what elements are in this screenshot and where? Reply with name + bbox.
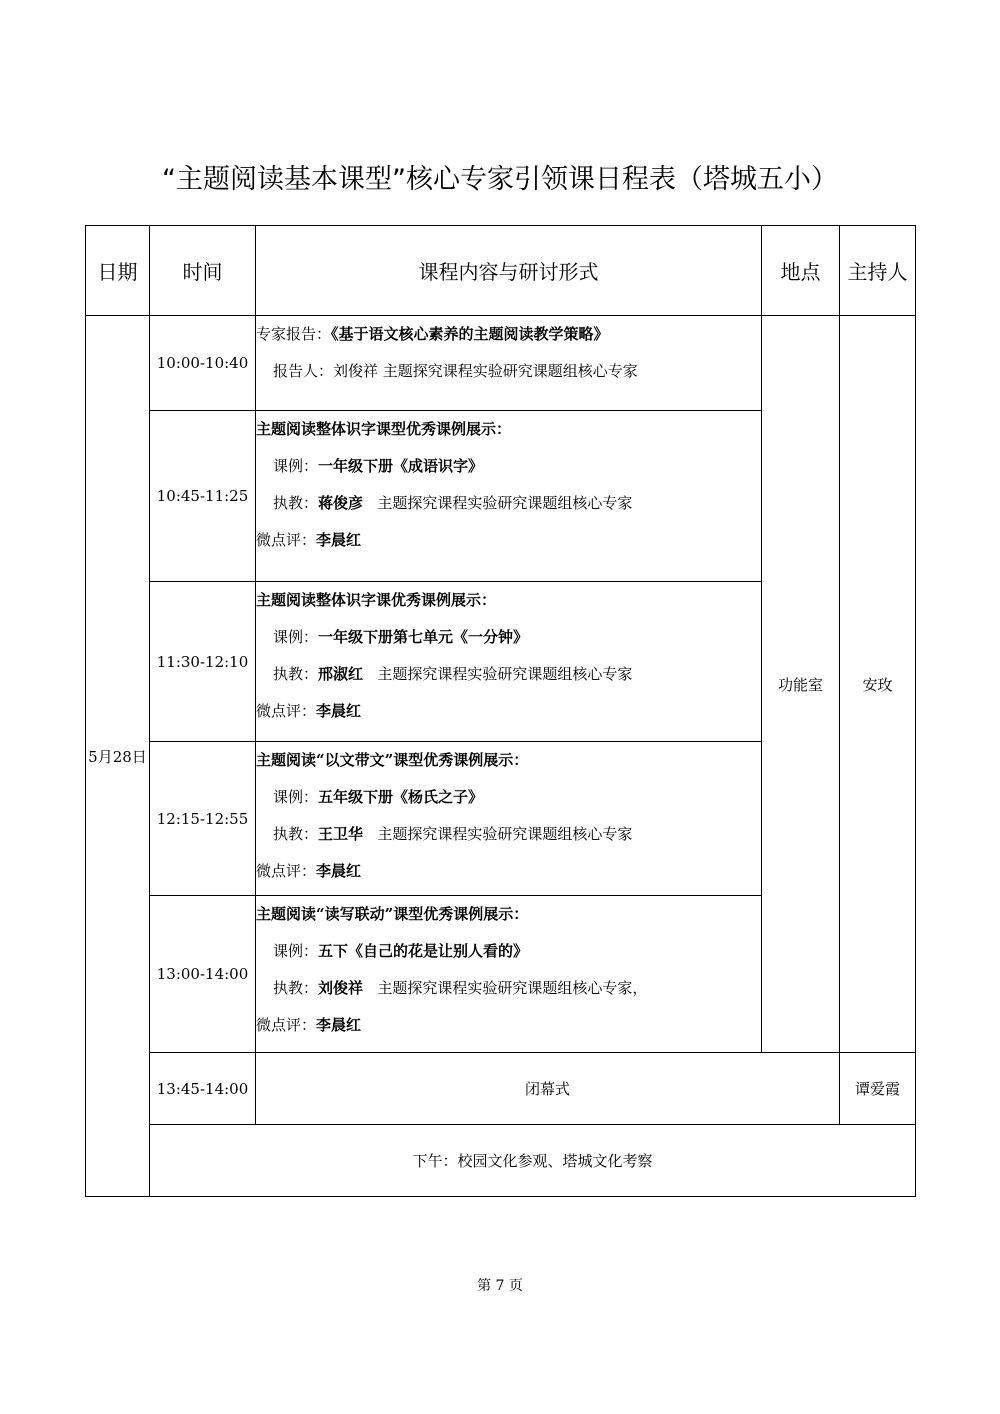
host-cell: 安玫 [840,316,916,1053]
teacher-name: 王卫华 [318,825,364,843]
header-location: 地点 [762,226,840,316]
afternoon-activity: 下午：校园文化参观、塔城文化考察 [150,1125,916,1197]
afternoon-row [86,1125,916,1197]
content-line [256,316,761,353]
date-cell: 5月28日 [86,316,150,1197]
table-row [86,316,916,411]
value: 五年级下册《杨氏之子》 [318,788,484,806]
header-host: 主持人 [840,226,916,316]
schedule-table [85,225,916,1197]
content-line [256,693,761,730]
label: 微点评： [256,702,317,720]
value: 一年级下册《成语识字》 [318,457,484,475]
value: 李晨红 [316,862,362,880]
session-content [256,742,762,896]
closing-row [86,1053,916,1125]
session-content [256,582,762,742]
content-line [256,656,761,693]
content-line [256,779,761,816]
session-heading: 主题阅读“以文带文”课型优秀课例展示： [256,751,529,769]
value: 李晨红 [316,702,362,720]
content-line [256,522,761,559]
teacher-name: 刘俊祥 [318,979,364,997]
header-content: 课程内容与研讨形式 [256,226,762,316]
label: 课例： [273,628,319,646]
location-cell: 功能室 [762,316,840,1053]
value: 五下《自己的花是让别人看的》 [318,942,529,960]
content-line [256,353,761,390]
label: 课例： [273,942,319,960]
content-line [256,933,761,970]
header-date: 日期 [86,226,150,316]
session-time: 13:00-14:00 [150,896,256,1053]
content-line [256,853,761,890]
session-heading: 主题阅读整体识字课型优秀课例展示： [256,420,512,438]
session-time: 11:30-12:10 [150,582,256,742]
label: 执教： [273,979,319,997]
label: 执教： [273,494,319,512]
value: 《基于语文核心素养的主题阅读教学策略》 [331,325,609,343]
label: 执教： [273,825,319,843]
teacher-role: 主题探究课程实验研究课题组核心专家 [377,665,633,683]
teacher-role: 主题探究课程实验研究课题组核心专家 [377,825,633,843]
session-content [256,316,762,411]
content-line [256,970,761,1007]
teacher-role: 主题探究课程实验研究课题组核心专家， [377,979,648,997]
session-time: 12:15-12:55 [150,742,256,896]
label: 执教： [273,665,319,683]
content-line [256,448,761,485]
value: 一年级下册第七单元《一分钟》 [318,628,529,646]
value: 李晨红 [316,531,362,549]
label: 微点评： [256,1016,317,1034]
session-heading: 主题阅读整体识字课优秀课例展示： [256,591,497,609]
label: 微点评： [256,862,317,880]
content-line [256,485,761,522]
value: 刘俊祥 主题探究课程实验研究课题组核心专家 [333,362,638,380]
teacher-name: 蒋俊彦 [318,494,364,512]
label: 课例： [273,788,319,806]
label: 专家报告： [256,325,332,343]
session-time: 10:45-11:25 [150,411,256,582]
content-line [256,619,761,656]
page-number: 第 7 页 [477,1278,523,1294]
header-row [86,226,916,316]
teacher-role: 主题探究课程实验研究课题组核心专家 [377,494,633,512]
content-line [256,1007,761,1044]
teacher-name: 邢淑红 [318,665,364,683]
session-heading: 主题阅读“读写联动”课型优秀课例展示： [256,905,529,923]
label: 课例： [273,457,319,475]
header-time: 时间 [150,226,256,316]
closing-host: 谭爱霞 [840,1053,916,1125]
closing-name: 闭幕式 [256,1053,840,1125]
page-title: “主题阅读基本课型”核心专家引领课日程表（塔城五小） [162,164,838,195]
session-content [256,896,762,1053]
session-content [256,411,762,582]
session-time: 10:00-10:40 [150,316,256,411]
content-line [256,816,761,853]
label: 报告人： [273,362,334,380]
value: 李晨红 [316,1016,362,1034]
label: 微点评： [256,531,317,549]
closing-time: 13:45-14:00 [150,1053,256,1125]
